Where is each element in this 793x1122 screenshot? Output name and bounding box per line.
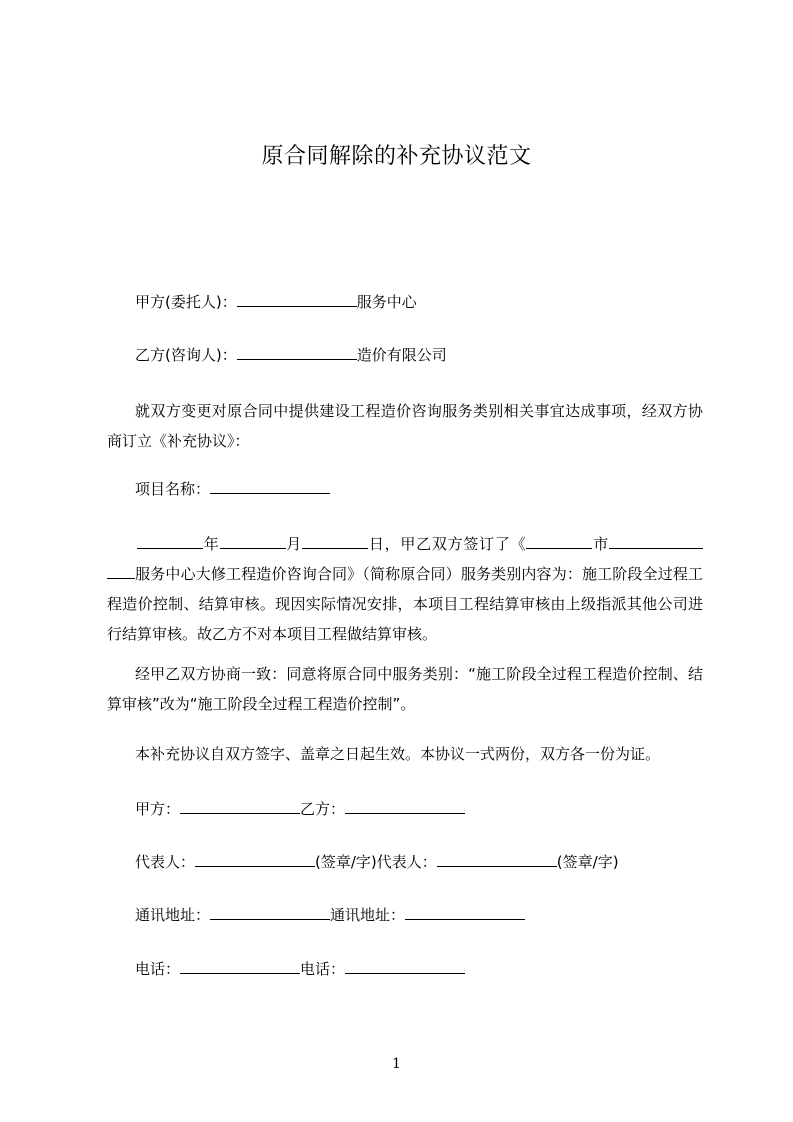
- effect-paragraph: 本补充协议自双方签字、盖章之日起生效。本协议一式两份，双方各一份为证。: [135, 745, 661, 763]
- date-paragraph-body: 服务中心大修工程造价咨询合同》（简称原合同）服务类别内容为：施工阶段全过程工程造价控制、结算审核。现因实际情况安排，本项目工程结算审核由上级指派其他公司进行结算审核。故乙方不对本项目工程做结算审核。: [107, 565, 703, 643]
- blank-field: [220, 533, 286, 549]
- blank-field: [302, 533, 368, 549]
- document-title: 原合同解除的补充协议范文: [261, 144, 532, 169]
- blank-field: [437, 851, 557, 867]
- rep-a-sign-mark: (签章/字): [315, 853, 377, 871]
- blank-field: [405, 904, 525, 920]
- party-a-line: [135, 291, 417, 312]
- blank-field: [345, 958, 465, 974]
- party-b-suffix: 造价有限公司: [356, 346, 447, 364]
- agreement-paragraph: 经甲乙双方协商一致：同意将原合同中服务类别：“施工阶段全过程工程造价控制、结算审核”改为“施工阶段全过程工程造价控制”。: [107, 665, 703, 713]
- blank-field: [237, 291, 357, 307]
- rep-b-sign-mark: (签章/字): [556, 853, 619, 871]
- blank-field: [137, 533, 203, 549]
- city-label: 市: [592, 535, 609, 553]
- date-paragraph: [107, 529, 703, 649]
- intro-paragraph: 就双方变更对原合同中提供建设工程造价咨询服务类别相关事宜达成事项，经双方协商订立《补充协议》：: [107, 402, 703, 450]
- phone-b-label: 电话：: [300, 960, 346, 978]
- blank-field: [180, 958, 300, 974]
- blank-field: [237, 344, 357, 360]
- blank-field: [107, 563, 135, 579]
- address-a-label: 通讯地址：: [135, 906, 211, 924]
- blank-field: [180, 798, 300, 814]
- year-label: 年: [203, 535, 220, 553]
- phone-a-label: 电话：: [135, 960, 181, 978]
- blank-field: [210, 478, 330, 494]
- blank-field: [526, 533, 592, 549]
- rep-a-label: 代表人：: [135, 853, 196, 871]
- blank-field: [210, 904, 330, 920]
- address-b-label: 通讯地址：: [330, 906, 406, 924]
- representative-line: [135, 851, 619, 872]
- party-b-label: 乙方(咨询人)：: [135, 346, 237, 364]
- page-number: 1: [392, 1056, 401, 1072]
- project-name-label: 项目名称：: [135, 480, 211, 498]
- sign-party-a-label: 甲方：: [135, 800, 181, 818]
- blank-field: [195, 851, 315, 867]
- project-name-line: [135, 478, 330, 499]
- day-lead-text: 日，甲乙双方签订了《: [368, 535, 527, 553]
- blank-field: [345, 798, 465, 814]
- sign-party-b-label: 乙方：: [300, 800, 346, 818]
- month-label: 月: [285, 535, 303, 553]
- party-b-line: [135, 344, 447, 365]
- rep-b-label: 代表人：: [376, 853, 437, 871]
- phone-line: [135, 958, 465, 979]
- address-line: [135, 904, 525, 925]
- signature-party-line: [135, 798, 465, 819]
- party-a-suffix: 服务中心: [356, 293, 417, 311]
- blank-field: [609, 533, 703, 549]
- party-a-label: 甲方(委托人)：: [135, 293, 237, 311]
